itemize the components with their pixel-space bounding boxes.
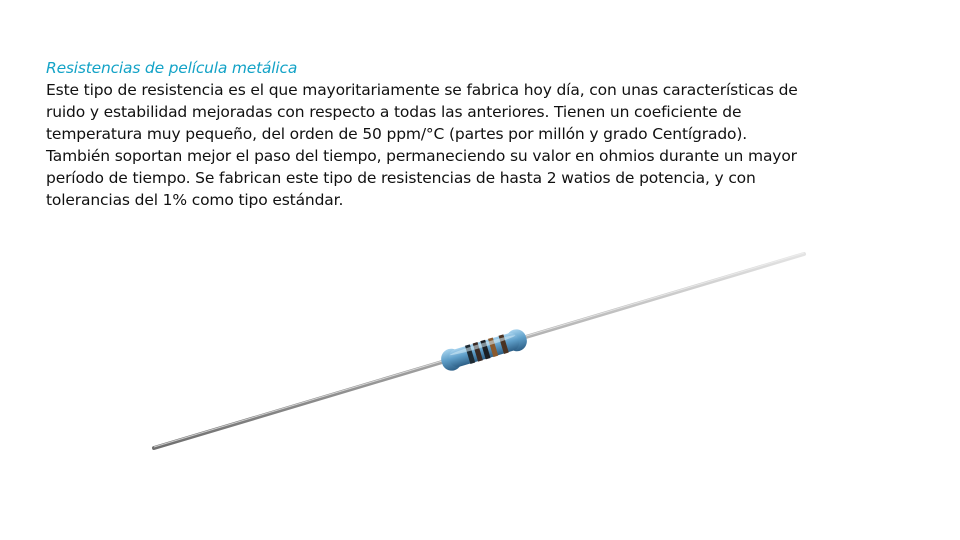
paragraph-line: También soportan mejor el paso del tiempo, permaneciendo su valor en ohmios durante un mayor bbox=[46, 147, 797, 165]
slide-title: Resistencias de película metálica bbox=[46, 59, 298, 77]
paragraph-line: tolerancias del 1% como tipo estándar. bbox=[46, 191, 344, 209]
paragraph-line: Este tipo de resistencia es el que mayoritariamente se fabrica hoy día, con unas características de bbox=[46, 81, 798, 99]
resistor-photo bbox=[148, 242, 810, 464]
paragraph-line: período de tiempo. Se fabrican este tipo de resistencias de hasta 2 watios de potencia, y con bbox=[46, 169, 756, 187]
paragraph-line: temperatura muy pequeño, del orden de 50 ppm/°C (partes por millón y grado Centígrado). bbox=[46, 125, 748, 143]
slide-paragraph bbox=[46, 79, 926, 211]
paragraph-line: ruido y estabilidad mejoradas con respecto a todas las anteriores. Tienen un coeficiente de bbox=[46, 103, 742, 121]
